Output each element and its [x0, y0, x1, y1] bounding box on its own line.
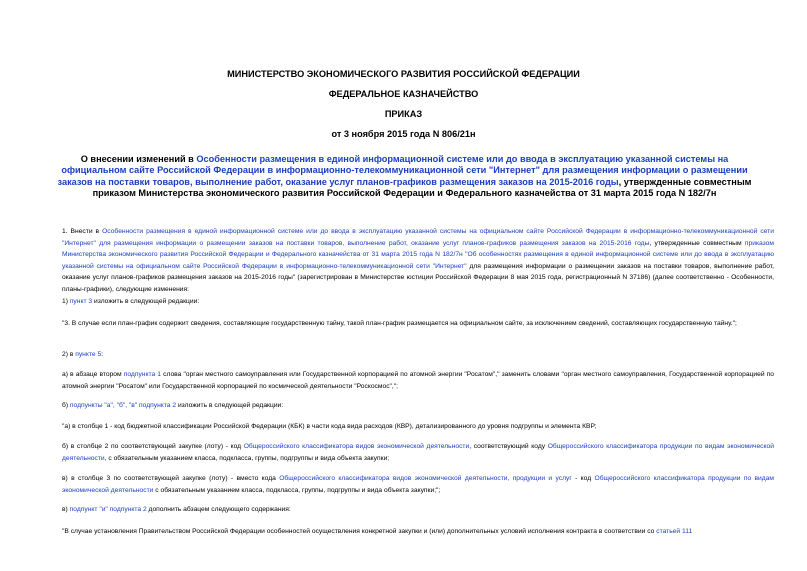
doc-date-heading: от 3 ноября 2015 года N 806/21н — [331, 129, 476, 139]
p1-text-1: 1. Внести в — [62, 228, 103, 235]
p1-link-features[interactable]: Особенности размещения в единой информационной системе или до ввода в эксплуатацию указанной системы на официальном сайте Российской Федерации в информационно-телекоммуникационной сети "Интернет" для размещения информации о размещении заказов на поставки товаров, выполнение работ, оказание услуг планов-графиков размещения заказов на 2015-2016 годы — [62, 228, 774, 247]
p9-link-okdp[interactable]: Общероссийского классификатора видов экономической деятельности, продукции и услуг — [279, 475, 572, 482]
paragraph-4 — [52, 349, 774, 361]
p4-text-1: 2) в — [62, 351, 76, 358]
paragraph-8 — [52, 441, 774, 464]
paragraph-3: "3. В случае если план-график содержит сведения, составляющие государственную тайну, такой план-график размещается на официальном сайте, за исключением сведений, составляющих государственную тайну."; — [62, 320, 737, 327]
document-title — [52, 154, 757, 200]
p8-text-3: , с обязательным указанием класса, подкласса, группы, подгруппы и вида объекта закупки; — [104, 454, 390, 462]
title-link-features[interactable]: Особенности размещения в единой информационной системе или до ввода в эксплуатацию указанной системы на официальном сайте Российской Федерации в информационно-телекоммуникационной сети "Интернет" для размещения информации о размещении заказов на поставки товаров, выполнение работ, оказание услуг планов-графиков размещения заказов на 2015-2016 годы — [57, 154, 748, 187]
doc-type-heading: ПРИКАЗ — [384, 109, 423, 119]
p2-text-1: 1) — [62, 298, 70, 305]
paragraph-6 — [52, 400, 774, 412]
p10-link-subitem-i[interactable]: подпункт "и" подпункта 2 — [69, 506, 147, 513]
p1-text-2: , утвержденные совместным — [649, 239, 745, 247]
p10-text-2: дополнить абзацем следующего содержания: — [146, 506, 291, 513]
p9-text-1: в) в столбце 3 по соответствующей закупке (лоту) - вместо кода — [62, 475, 280, 482]
p4-link-item-5[interactable]: пункте 5 — [75, 351, 102, 358]
ministry-heading: МИНИСТЕРСТВО ЭКОНОМИЧЕСКОГО РАЗВИТИЯ РОССИЙСКОЙ ФЕДЕРАЦИИ — [227, 69, 580, 79]
p1-text-3: для размещения информации о размещении заказов на поставки товаров, выполнение работ, оказание услуг планов-графиков размещения заказов на 2015-2016 годы" (зарегистрирован в Министерстве юстиции Российской Федерации 8 мая 2015 года, регистрационный N 37186) (далее соответственно - Особенности, планы-графики), следующие изменения: — [62, 262, 774, 293]
paragraph-2 — [52, 296, 774, 308]
p9-text-2: - код — [571, 475, 595, 482]
p5-link-subitem-1[interactable]: подпункта 1 — [123, 371, 162, 378]
paragraph-1 — [52, 226, 774, 296]
p8-link-okpd[interactable]: Общероссийского классификатора продукции по видам экономической деятельности — [62, 443, 774, 462]
p6-text-1: б) — [62, 402, 70, 409]
paragraph-10 — [52, 504, 774, 516]
p6-text-2: изложить в следующей редакции: — [176, 402, 284, 409]
paragraph-7: "а) в столбце 1 - код бюджетной классификации Российской Федерации (КБК) в части кода вида расходов (КВР), детализированного до уровня подгруппы и элемента КВР; — [62, 423, 597, 430]
p8-text-1: б) в столбце 2 по соответствующей закупке (лоту) - код — [62, 443, 244, 450]
paragraph-9 — [52, 473, 774, 496]
treasury-heading: ФЕДЕРАЛЬНОЕ КАЗНАЧЕЙСТВО — [328, 89, 479, 99]
p5-text-2: слова "орган местного самоуправления или Государственной корпорацией по атомной энергии "Росатом"," заменить словами "орган местного самоуправления, Государственной корпорацией по атомной энергии "Росатом" или Государственной корпорацией по космической деятельности "Роскосмос","; — [62, 371, 774, 390]
p9-link-okpd[interactable]: Общероссийского классификатора продукции по видам экономической деятельности — [62, 475, 775, 494]
paragraph-5 — [52, 369, 774, 392]
p8-text-2: , соответствующий коду — [469, 443, 548, 450]
p2-text-2: изложить в следующей редакции: — [92, 298, 200, 305]
p10-text-1: в) — [62, 506, 70, 513]
p6-link-subitems[interactable]: подпункты "а", "б", "в" подпункта 2 — [69, 402, 177, 409]
p2-link-item-3[interactable]: пункт 3 — [69, 298, 93, 305]
p1-link-order[interactable]: приказом Министерства экономического развития Российской Федерации и Федерального казначейства от 31 марта 2015 года N 182/7н "Об особенностях размещения в единой информационной системе или до ввода в эксплуатацию указанной системы на официальном сайте Российской Федерации в информационно-телекоммуникационной сети "Интернет" — [62, 239, 774, 270]
paragraph-11 — [52, 526, 774, 538]
p11-text-1: "В случае установления Правительством Российской Федерации особенностей осуществления конкретной закупки и (или) дополнительных условий исполнения контракта в соответствии со — [62, 528, 657, 535]
p11-link-article-111[interactable]: статьей 111 — [656, 528, 693, 535]
title-suffix: , утвержденные совместным приказом Министерства экономического развития Российской Федерации и Федерального казначейства от 31 марта 2015 года N 182/7н — [92, 176, 752, 199]
p5-text-1: а) в абзаце втором — [62, 371, 124, 378]
p8-link-okved[interactable]: Общероссийского классификатора видов экономической деятельности — [243, 443, 470, 450]
p4-text-2: : — [101, 351, 104, 358]
title-prefix: О внесении изменений в — [80, 154, 197, 164]
p9-text-3: с обязательным указанием класса, подкласса, группы, подгруппы и вида объекта закупки;"; — [153, 486, 441, 494]
